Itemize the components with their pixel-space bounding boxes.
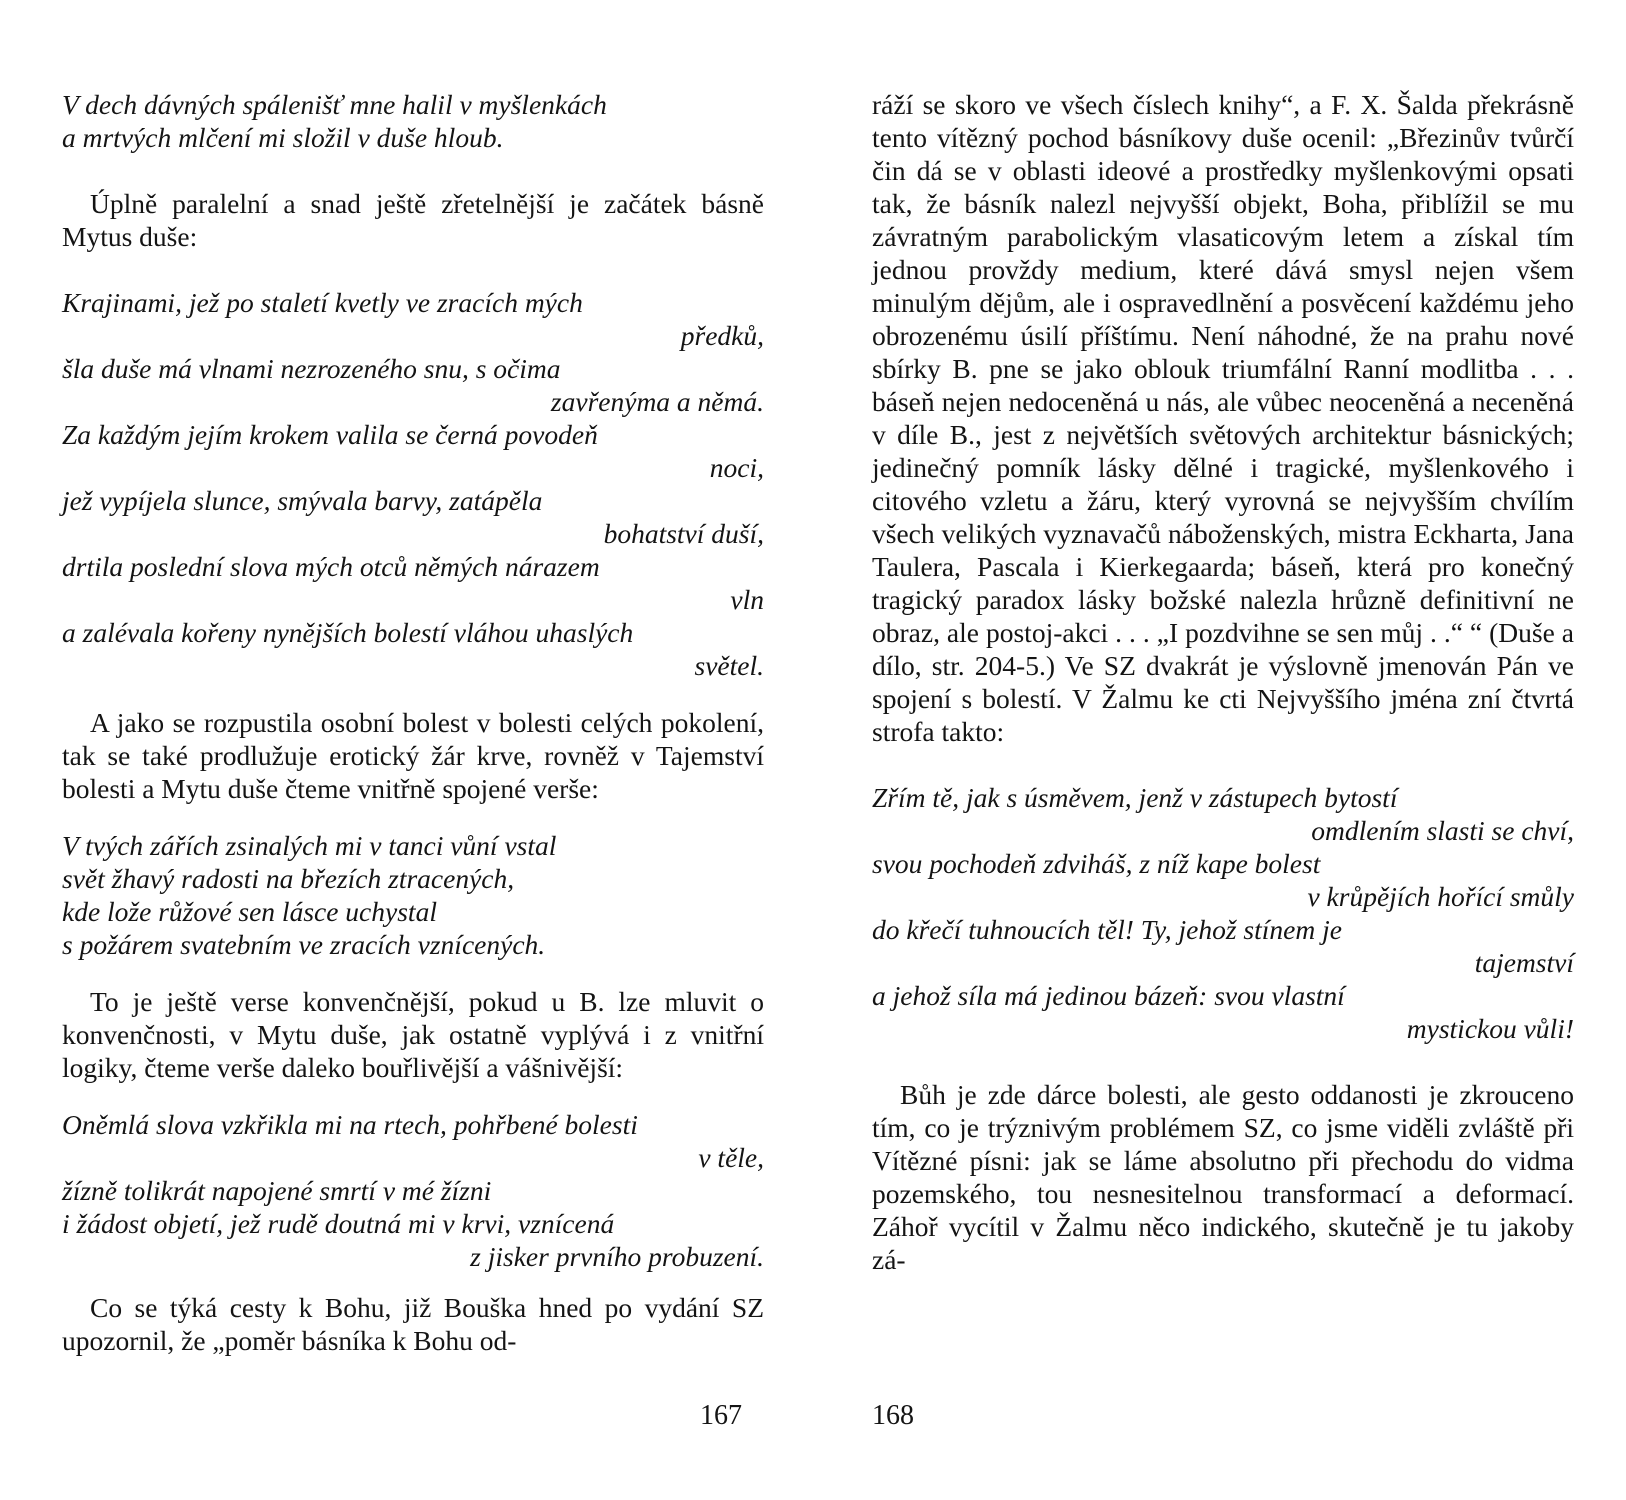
page-number-left: 167 (700, 1400, 742, 1431)
verse-line: V dech dávných spálenišť mne halil v myšlenkách (62, 89, 607, 120)
page-number-right: 168 (872, 1400, 914, 1431)
verse-block-5 (872, 781, 1574, 1045)
paragraph: To je ještě verse konvenčnější, pokud u B. lze mluvit o konvenčnosti, v Mytu duše, jak ostatně vyplývá i z vnitřní logiky, čteme verše daleko bouřlivější a vášnivější: (62, 986, 764, 1083)
verse-line-continuation: tajemství (1474, 947, 1574, 978)
verse-line-continuation: omdlením slasti se chví, (1311, 815, 1574, 846)
verse-line-continuation: v těle, (698, 1142, 764, 1173)
verse-line: Za každým jejím krokem valila se černá povodeň (62, 419, 598, 450)
verse-line: kde lože růžové sen lásce uchystal (62, 896, 437, 927)
verse-line: jež vypíjela slunce, smývala barvy, zatápěla (62, 485, 543, 516)
verse-line-continuation: bohatství duší, (603, 518, 764, 549)
verse-line-continuation: předků, (680, 320, 764, 351)
verse-line: Oněmlá slova vzkřikla mi na rtech, pohřbené bolesti (62, 1109, 638, 1140)
paragraph: Co se týká cesty k Bohu, již Bouška hned po vydání SZ upozornil, že „poměr básníka k Bohu od- (62, 1292, 764, 1356)
verse-line: a jehož síla má jedinou bázeň: svou vlastní (872, 980, 1345, 1011)
verse-line: svět žhavý radosti na březích ztracených, (62, 863, 515, 894)
verse-line-continuation: mystickou vůli! (1406, 1013, 1574, 1044)
verse-line: Krajinami, jež po staletí kvetly ve zracích mých (62, 287, 583, 318)
verse-line: a zalévala kořeny nynějších bolestí vláhou uhaslých (62, 617, 634, 648)
verse-line: a mrtvých mlčení mi složil v duše hloub. (62, 122, 504, 153)
verse-line: šla duše má vlnami nezrozeného snu, s očima (62, 353, 561, 384)
verse-line: svou pochodeň zdviháš, z níž kape bolest (872, 848, 1321, 879)
right-page (872, 88, 1574, 1478)
verse-line: drtila poslední slova mých otců němých nárazem (62, 551, 600, 582)
verse-line: žízně tolikrát napojené smrtí v mé žízni (62, 1175, 492, 1206)
verse-line: V tvých zářích zsinalých mi v tanci vůní vstal (62, 830, 557, 861)
paragraph: ráží se skoro ve všech číslech knihy“, a F. X. Šalda překrásně tento vítězný pochod básníkovy duše ocenil: „Březinův tvůrčí čin dá se v oblasti ideové a prostředky myšlenkovými opsati tak, že básník nalezl nejvyšší objekt, Boha, přiblížil se mu závratným parabolickým vlasaticovým letem a získal tím jednou provždy medium, které dává smysl nejen všem minulým dějům, ale i ospravedlnění a posvěcení každému jeho obrozenému úsilí příštímu. Není náhodné, že na prahu nové sbírky B. pne se jako oblouk triumfální Ranní modlitba . . . báseň nejen nedoceněná u nás, ale vůbec neoceněná a neceněná v díle B., jest z největších světových architektur básnických; jedinečný pomník lásky dělné i tragické, myšlenkového i citového vzletu a žáru, který vyrovná se nejvyšším chvílím všech velikých vyznavačů náboženských, mistra Eckharta, Jana Taulera, Pascala i Kierkegaarda; báseň, která pro konečný tragický paradox lásky božské nalezla hrůzně definitivní ne obraz, ale postoj-akci . . . „I pozdvihne se sen můj . .“ “ (Duše a dílo, str. 204-5.) Ve SZ dvakrát je výslovně jmenován Pán ve spojení s bolestí. V Žalmu ke cti Nejvyššího jména zní čtvrtá strofa takto: (872, 89, 1574, 747)
verse-block-3 (62, 829, 764, 961)
verse-line: i žádost objetí, jež rudě doutná mi v krvi, vznícená (62, 1208, 615, 1239)
paragraph: Bůh je zde dárce bolesti, ale gesto oddanosti je zkrouceno tím, co je trýznivým problémem SZ, co jsme viděli zvláště při Vítězné písni: jak se láme absolutno při přechodu do vidma pozemského, tou nesnesitelnou transformací a deformací. Záhoř vycítil v Žalmu něco indického, skutečně je tu jakoby zá- (872, 1079, 1574, 1275)
paragraph: A jako se rozpustila osobní bolest v bolesti celých pokolení, tak se také prodlužuje erotický žár krve, rovněž v Tajemství bolesti a Mytu duše čteme vnitřně spojené verše: (62, 707, 764, 804)
verse-line-continuation: noci, (709, 452, 764, 483)
verse-line-continuation: z jisker prvního probuzení. (470, 1241, 764, 1272)
verse-block-2 (62, 286, 764, 682)
verse-block-4 (62, 1108, 764, 1273)
verse-line-continuation: zavřenýma a němá. (550, 386, 764, 417)
paragraph: Úplně paralelní a snad ještě zřetelnější je začátek básně Mytus duše: (62, 188, 764, 252)
verse-line: do křečí tuhnoucích těl! Ty, jehož stínem je (872, 914, 1342, 945)
left-page (62, 88, 764, 1478)
verse-block-1 (62, 88, 764, 154)
verse-line-continuation: světel. (694, 650, 764, 681)
verse-line-continuation: vln (730, 584, 764, 615)
verse-line-continuation: v krůpějích hořící smůly (1307, 881, 1574, 912)
verse-line: s požárem svatebním ve zracích vznícených. (62, 929, 546, 960)
verse-line: Zřím tě, jak s úsměvem, jenž v zástupech bytostí (872, 782, 1398, 813)
